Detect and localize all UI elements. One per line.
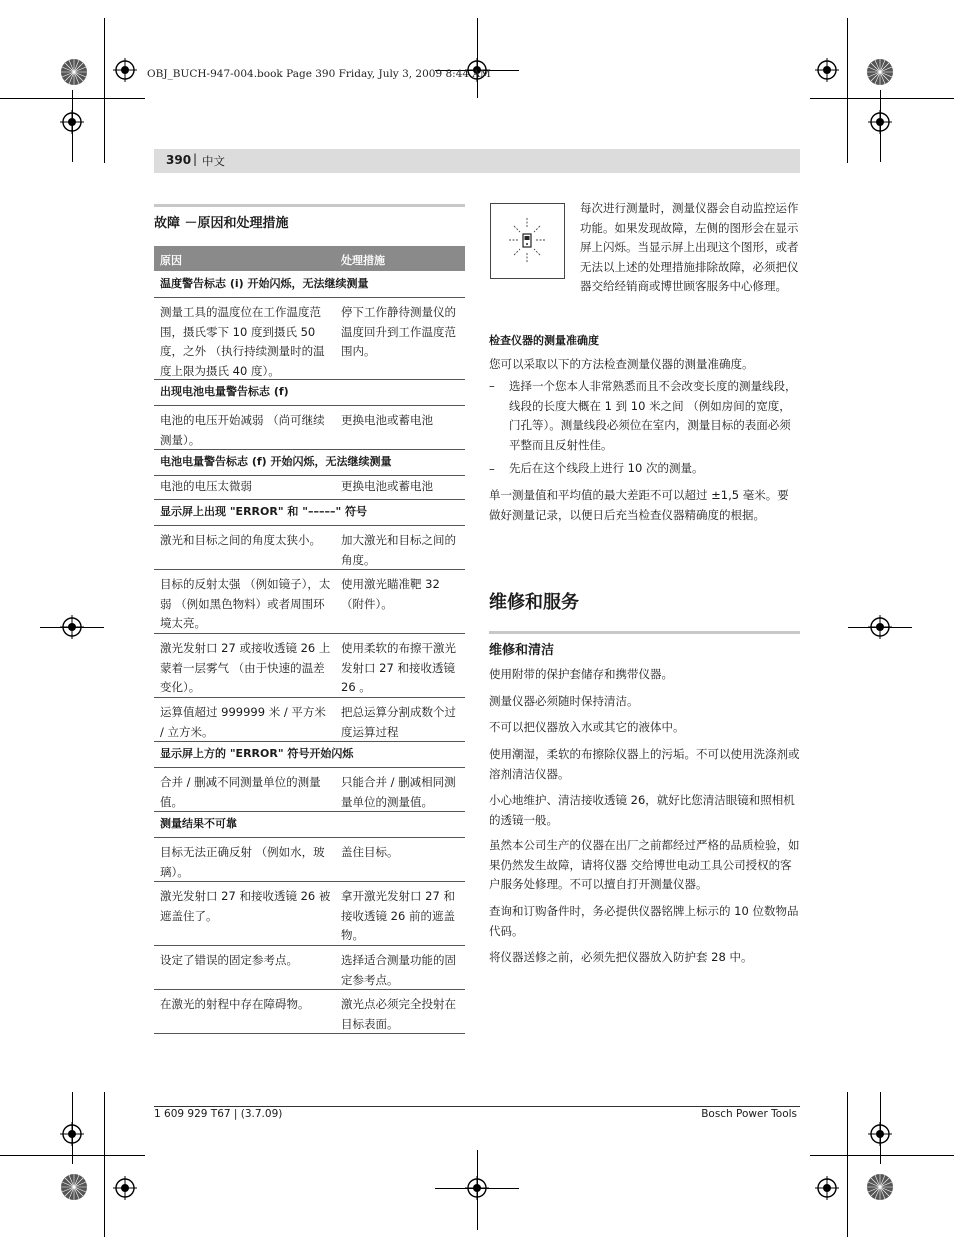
table-row <box>154 945 465 990</box>
service-paragraph: 测量仪器必须随时保持清洁。 <box>489 694 639 708</box>
flashing-device-icon <box>491 204 564 278</box>
registration-mark-icon <box>815 58 839 82</box>
section-rule <box>489 631 800 634</box>
cause-cell: 电池的电压太微弱 <box>160 479 252 493</box>
service-paragraph: 虽然本公司生产的仪器在出厂之前都经过严格的品质检验，如果仍然发生故障，请将仪器 交给博世电动工具公司授权的客户服务处修理。不可以擅自打开测量仪器。 <box>489 838 800 892</box>
action-cell: 选择适合测量功能的固定参考点。 <box>341 953 456 987</box>
service-title: 维修和服务 <box>489 592 579 613</box>
action-cell: 只能合并 / 删减相同测量单位的测量值。 <box>341 775 456 809</box>
group-label: 测量结果不可靠 <box>160 817 237 830</box>
action-cell: 把总运算分割成数个过度运算过程 <box>341 705 456 739</box>
table-group-row <box>154 499 465 526</box>
self-monitor-text: 每次进行测量时，测量仪器会自动监控运作功能。如果发现故障，左侧的图形会在显示屏上闪烁。当显示屏上出现这个图形，或者无法以上述的处理措施排除故障，必须把仪器交给经销商或博世顾客服务中心修理。 <box>580 201 799 294</box>
bullet-dash: – <box>489 462 495 476</box>
registration-mark-icon <box>60 110 84 134</box>
group-label: 电池电量警告标志 (f) 开始闪烁，无法继续测量 <box>160 455 392 468</box>
registration-mark-icon <box>113 58 137 82</box>
group-label: 显示屏上方的 "ERROR" 符号开始闪烁 <box>160 747 354 760</box>
cause-cell: 运算值超过 999999 米 / 平方米 / 立方米。 <box>160 705 326 739</box>
page-header <box>154 149 800 173</box>
table-row <box>154 405 465 450</box>
color-rosette-icon <box>60 1173 88 1201</box>
service-paragraph: 不可以把仪器放入水或其它的液体中。 <box>489 720 685 734</box>
table-row <box>154 881 465 946</box>
cause-cell: 电池的电压开始减弱 （尚可继续测量）。 <box>160 413 325 447</box>
service-paragraph: 使用附带的保护套储存和携带仪器。 <box>489 667 673 681</box>
registration-mark-icon <box>868 1122 892 1146</box>
service-subtitle: 维修和清洁 <box>489 643 555 658</box>
cause-cell: 目标的反射太强 （例如镜子），太弱 （例如黑色物料）或者周围环境太亮。 <box>160 577 331 630</box>
table-row <box>154 297 465 380</box>
action-cell: 拿开激光发射口 27 和接收透镜 26 前的遮盖物。 <box>341 889 455 942</box>
registration-mark-icon <box>868 110 892 134</box>
cause-cell: 激光和目标之间的角度太狭小。 <box>160 533 321 547</box>
table-row <box>154 697 465 742</box>
group-label: 出现电池电量警告标志 (f) <box>160 385 289 398</box>
color-rosette-icon <box>60 58 88 86</box>
section-rule <box>154 204 465 207</box>
bullet-dash: – <box>489 379 495 393</box>
registration-mark-icon <box>113 1176 137 1200</box>
service-paragraph: 小心地维护、清洁接收透镜 26，就好比您清洁眼镜和照相机的透镜一般。 <box>489 793 795 827</box>
footer-left: 1 609 929 T67 | (3.7.09) <box>154 1108 283 1120</box>
action-cell: 加大激光和目标之间的角度。 <box>341 533 456 567</box>
color-rosette-icon <box>866 58 894 86</box>
accuracy-bullet: 选择一个您本人非常熟悉而且不会改变长度的测量线段，线段的长度大概在 1 到 10 米之间 （例如房间的宽度，门孔等）。测量线段必须位在室内，测量目标的表面必须平整而且反射性佳。 <box>509 379 797 452</box>
registration-mark-icon <box>868 615 892 639</box>
cause-cell: 激光发射口 27 或接收透镜 26 上蒙着一层雾气 （由于快速的温差变化）。 <box>160 641 331 694</box>
cause-cell: 目标无法正确反射 （例如水，玻璃）。 <box>160 845 325 879</box>
registration-mark-icon <box>60 1122 84 1146</box>
action-cell: 盖住目标。 <box>341 845 399 859</box>
action-cell: 激光点必须完全投射在目标表面。 <box>341 997 456 1031</box>
footer-rule <box>154 1106 800 1107</box>
cause-cell: 合并 / 删减不同测量单位的测量值。 <box>160 775 321 809</box>
header-separator: | <box>193 152 198 166</box>
accuracy-title: 检查仪器的测量准确度 <box>489 334 599 347</box>
table-row <box>154 767 465 812</box>
fault-table-header <box>154 246 465 271</box>
registration-mark-icon <box>815 1176 839 1200</box>
color-rosette-icon <box>866 1173 894 1201</box>
column-cause-header: 原因 <box>160 254 182 267</box>
table-group-row <box>154 271 465 298</box>
footer-right: Bosch Power Tools <box>701 1108 797 1120</box>
table-row <box>154 525 465 570</box>
column-action-header: 处理措施 <box>341 254 385 267</box>
fault-symbol-box <box>490 203 565 279</box>
action-cell: 更换电池或蓄电池 <box>341 413 433 427</box>
print-info: OBJ_BUCH-947-004.book Page 390 Friday, July 3, 2009 8:44 AM <box>147 68 491 80</box>
table-row <box>154 837 465 882</box>
group-label: 显示屏上出现 "ERROR" 和 "–––––" 符号 <box>160 505 368 518</box>
table-group-row <box>154 741 465 768</box>
table-group-row <box>154 811 465 838</box>
page-number: 390 <box>166 153 192 167</box>
table-group-row <box>154 449 465 476</box>
table-row <box>154 989 465 1034</box>
accuracy-bullet: 先后在这个线段上进行 10 次的测量。 <box>509 461 704 475</box>
group-label: 温度警告标志 (i) 开始闪烁，无法继续测量 <box>160 277 369 290</box>
action-cell: 使用柔软的布擦干激光发射口 27 和接收透镜 26 。 <box>341 641 456 694</box>
table-row <box>154 475 465 500</box>
registration-mark-icon <box>60 615 84 639</box>
registration-mark-icon <box>465 1176 489 1200</box>
table-row <box>154 633 465 698</box>
table-group-row <box>154 379 465 406</box>
accuracy-intro: 您可以采取以下的方法检查测量仪器的测量准确度。 <box>489 357 754 371</box>
cause-cell: 测量工具的温度位在工作温度范围，摄氏零下 10 度到摄氏 50 度，之外 （执行持续测量时的温度上限为摄氏 40 度）。 <box>160 305 325 378</box>
table-row <box>154 569 465 634</box>
action-cell: 停下工作静待测量仪的温度回升到工作温度范围内。 <box>341 305 456 358</box>
cause-cell: 设定了错误的固定参考点。 <box>160 953 298 967</box>
cause-cell: 在激光的射程中存在障碍物。 <box>160 997 310 1011</box>
action-cell: 更换电池或蓄电池 <box>341 479 433 493</box>
service-paragraph: 查询和订购备件时，务必提供仪器铭牌上标示的 10 位数物品代码。 <box>489 904 799 938</box>
header-language: 中文 <box>202 154 225 168</box>
cause-cell: 激光发射口 27 和接收透镜 26 被遮盖住了。 <box>160 889 331 923</box>
service-paragraph: 将仪器送修之前，必须先把仪器放入防护套 28 中。 <box>489 950 753 964</box>
faults-title: 故障 －原因和处理措施 <box>154 216 289 231</box>
action-cell: 使用激光瞄准靶 32 （附件）。 <box>341 577 440 611</box>
accuracy-conclusion: 单一测量值和平均值的最大差距不可以超过 ±1,5 毫米。要做好测量记录，以便日后充当检查仪器精确度的根据。 <box>489 488 789 522</box>
service-paragraph: 使用潮湿，柔软的布擦除仪器上的污垢。不可以使用洗涤剂或溶剂清洁仪器。 <box>489 747 800 781</box>
